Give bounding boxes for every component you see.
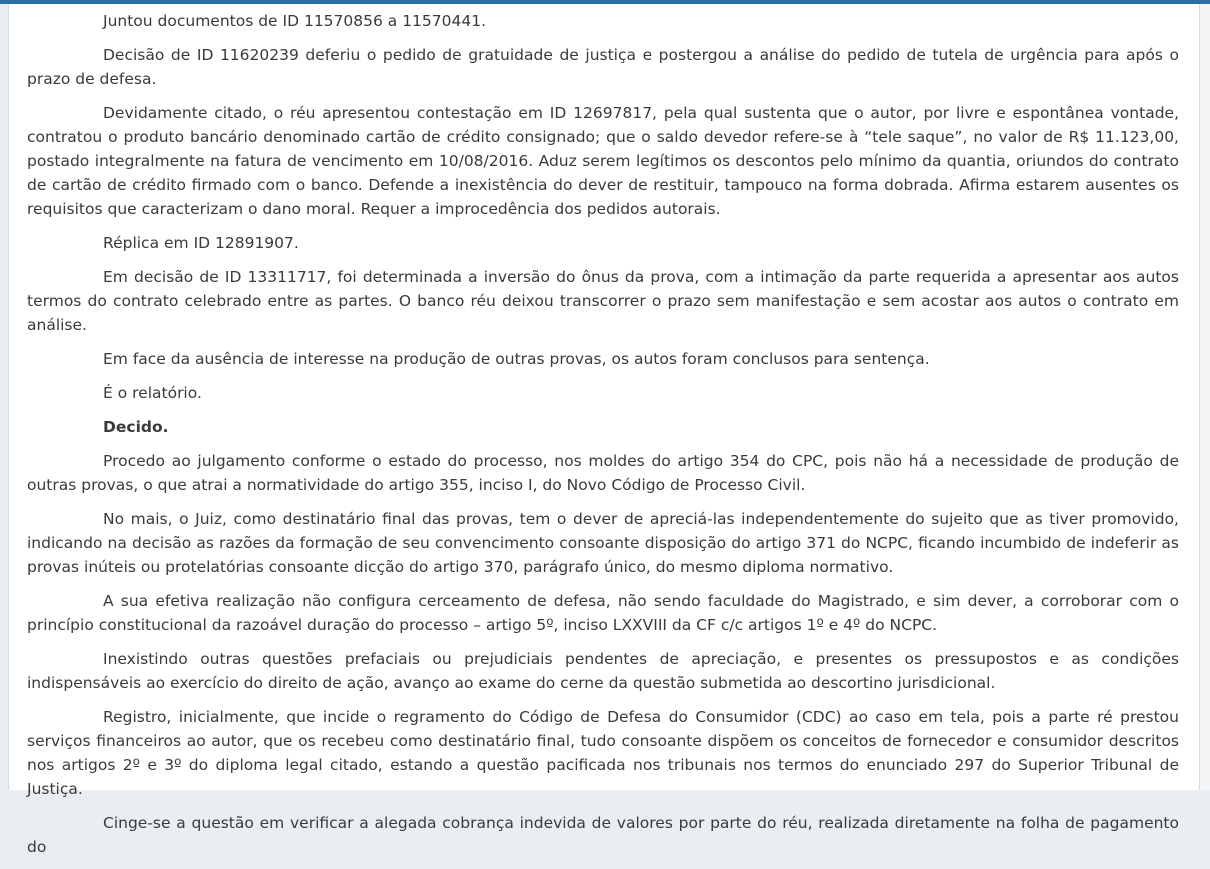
paragraph-destinatario: No mais, o Juiz, como destinatário final das provas, tem o dever de apreciá-las independentemente do sujeito que as tiver promovido, indicando na decisão as razões da formação de seu convencimento consoante disposição do artigo 371 do NCPC, ficando incumbido de indeferir as provas inúteis ou protelatórias consoante dicção do artigo 370, parágrafo único, do mesmo diploma normativo.	[27, 510, 1179, 576]
document-body	[27, 9, 1179, 869]
document-viewer[interactable]	[8, 4, 1200, 856]
paragraph-decido: Decido.	[103, 418, 169, 436]
paragraph-cerceamento: A sua efetiva realização não configura cerceamento de defesa, não sendo faculdade do Magistrado, e sim dever, a corroborar com o princípio constitucional da razoável duração do processo – artigo 5º, inciso LXXVIII da CF c/c artigos 1º e 4º do NCPC.	[27, 592, 1179, 634]
paragraph-gratuidade: Decisão de ID 11620239 deferiu o pedido de gratuidade de justiça e postergou a análise do pedido de tutela de urgência para após o prazo de defesa.	[27, 46, 1179, 88]
vertical-scrollbar[interactable]	[1200, 4, 1210, 790]
paragraph-cinge-se: Cinge-se a questão em verificar a alegada cobrança indevida de valores por parte do réu, realizada diretamente na folha de pagamento do	[27, 814, 1179, 856]
paragraph-replica: Réplica em ID 12891907.	[103, 234, 299, 252]
paragraph-conclusos: Em face da ausência de interesse na produção de outras provas, os autos foram conclusos para sentença.	[103, 350, 930, 368]
paragraph-prefaciais: Inexistindo outras questões prefaciais ou prejudiciais pendentes de apreciação, e presentes os pressupostos e as condições indispensáveis ao exercício do direito de ação, avanço ao exame do cerne da questão submetida ao descortino jurisdicional.	[27, 650, 1179, 692]
paragraph-contestacao: Devidamente citado, o réu apresentou contestação em ID 12697817, pela qual sustenta que o autor, por livre e espontânea vontade, contratou o produto bancário denominado cartão de crédito consignado; que o saldo devedor refere-se à “tele saque”, no valor de R$ 11.123,00, postado integralmente na fatura de vencimento em 10/08/2016. Aduz serem legítimos os descontos pelo mínimo da quantia, oriundos do contrato de cartão de crédito firmado com o banco. Defende a inexistência do dever de restituir, tampouco na forma dobrada. Afirma estarem ausentes os requisitos que caracterizam o dano moral. Requer a improcedência dos pedidos autorais.	[27, 104, 1179, 218]
paragraph-relatorio: É o relatório.	[103, 384, 202, 402]
paragraph-documents: Juntou documentos de ID 11570856 a 11570441.	[103, 12, 487, 30]
paragraph-julgamento: Procedo ao julgamento conforme o estado do processo, nos moldes do artigo 354 do CPC, pois não há a necessidade de produção de outras provas, o que atrai a normatividade do artigo 355, inciso I, do Novo Código de Processo Civil.	[27, 452, 1179, 494]
paragraph-onus-prova: Em decisão de ID 13311717, foi determinada a inversão do ônus da prova, com a intimação da parte requerida a apresentar aos autos termos do contrato celebrado entre as partes. O banco réu deixou transcorrer o prazo sem manifestação e sem acostar aos autos o contrato em análise.	[27, 268, 1179, 334]
paragraph-cdc: Registro, inicialmente, que incide o regramento do Código de Defesa do Consumidor (CDC) ao caso em tela, pois a parte ré prestou serviços financeiros ao autor, que os recebeu como destinatário final, tudo consoante dispõem os conceitos de fornecedor e consumidor descritos nos artigos 2º e 3º do diploma legal citado, estando a questão pacificada nos tribunais nos termos do enunciado 297 do Superior Tribunal de Justiça.	[27, 708, 1179, 798]
